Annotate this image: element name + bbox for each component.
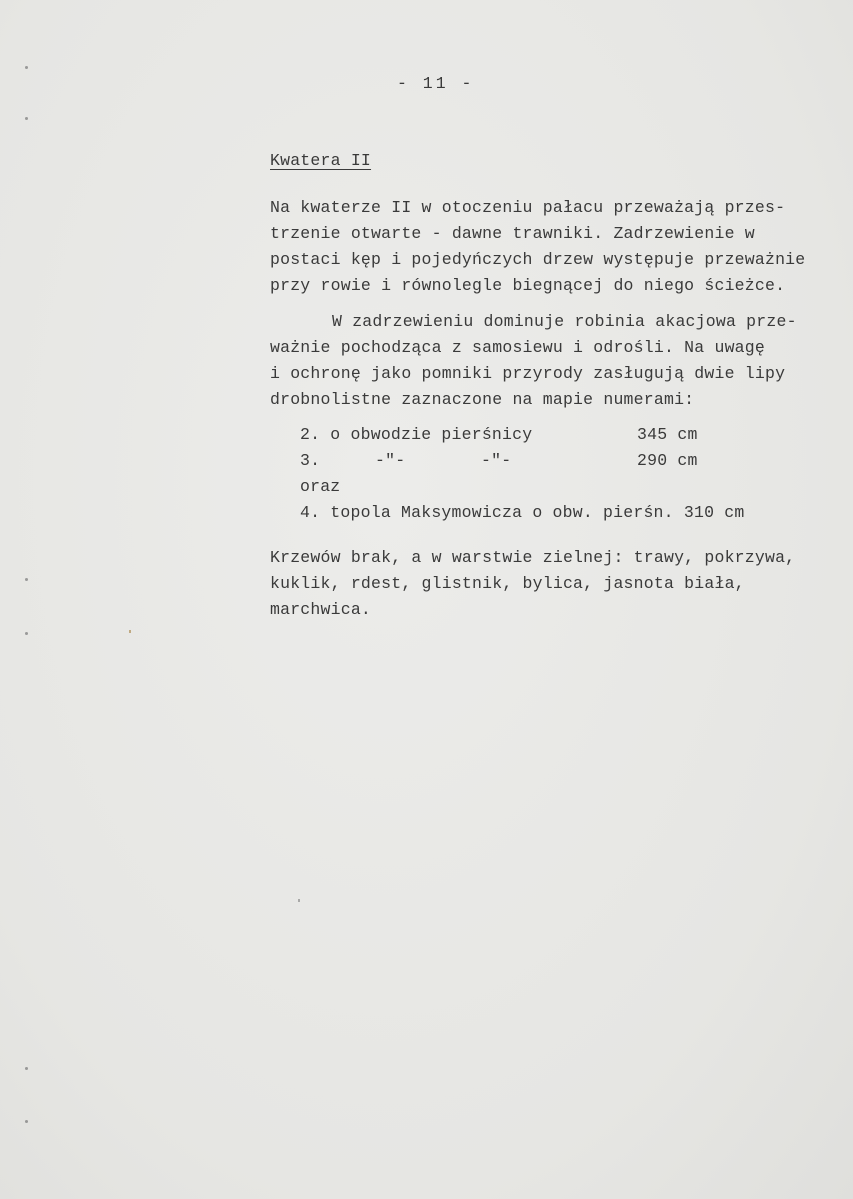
list-item-number: 3.	[300, 451, 321, 470]
punch-mark	[25, 117, 28, 120]
text-line: Krzewów brak, a w warstwie zielnej: trawy, pokrzywa,	[270, 548, 796, 567]
list-item-value: 345 cm	[637, 425, 698, 444]
ditto-mark: -"-	[481, 451, 512, 470]
list-item-label: 2. o obwodzie pierśnicy	[300, 425, 533, 444]
punch-mark	[25, 1120, 28, 1123]
text-line: przy rowie i równolegle biegnącej do niego ścieżce.	[270, 276, 786, 295]
punch-mark	[25, 1067, 28, 1070]
text-line: trzenie otwarte - dawne trawniki. Zadrzewienie w	[270, 224, 755, 243]
punch-mark	[25, 578, 28, 581]
text-line: i ochronę jako pomniki przyrody zasługują dwie lipy	[270, 364, 786, 383]
text-line: kuklik, rdest, glistnik, bylica, jasnota biała,	[270, 574, 745, 593]
section-heading: Kwatera II	[270, 151, 372, 170]
list-conjunction: oraz	[300, 477, 341, 496]
text-line: Na kwaterze II w otoczeniu pałacu przeważają przes-	[270, 198, 786, 217]
punch-mark	[25, 66, 28, 69]
page-number: - 11 -	[397, 74, 475, 93]
list-item: 4. topola Maksymowicza o obw. pierśn. 310 cm	[300, 503, 745, 522]
list-item-value: 290 cm	[637, 451, 698, 470]
punch-mark	[25, 632, 28, 635]
ditto-mark: -"-	[375, 451, 406, 470]
text-line: postaci kęp i pojedyńczych drzew występuje przeważnie	[270, 250, 806, 269]
text-line: drobnolistne zaznaczone na mapie numerami:	[270, 390, 695, 409]
text-line: marchwica.	[270, 600, 372, 619]
paper-speck	[129, 630, 131, 633]
text-line: ważnie pochodząca z samosiewu i odrośli. Na uwagę	[270, 338, 765, 357]
text-line: W zadrzewieniu dominuje robinia akacjowa prze-	[332, 312, 797, 331]
paper-speck	[298, 899, 300, 902]
